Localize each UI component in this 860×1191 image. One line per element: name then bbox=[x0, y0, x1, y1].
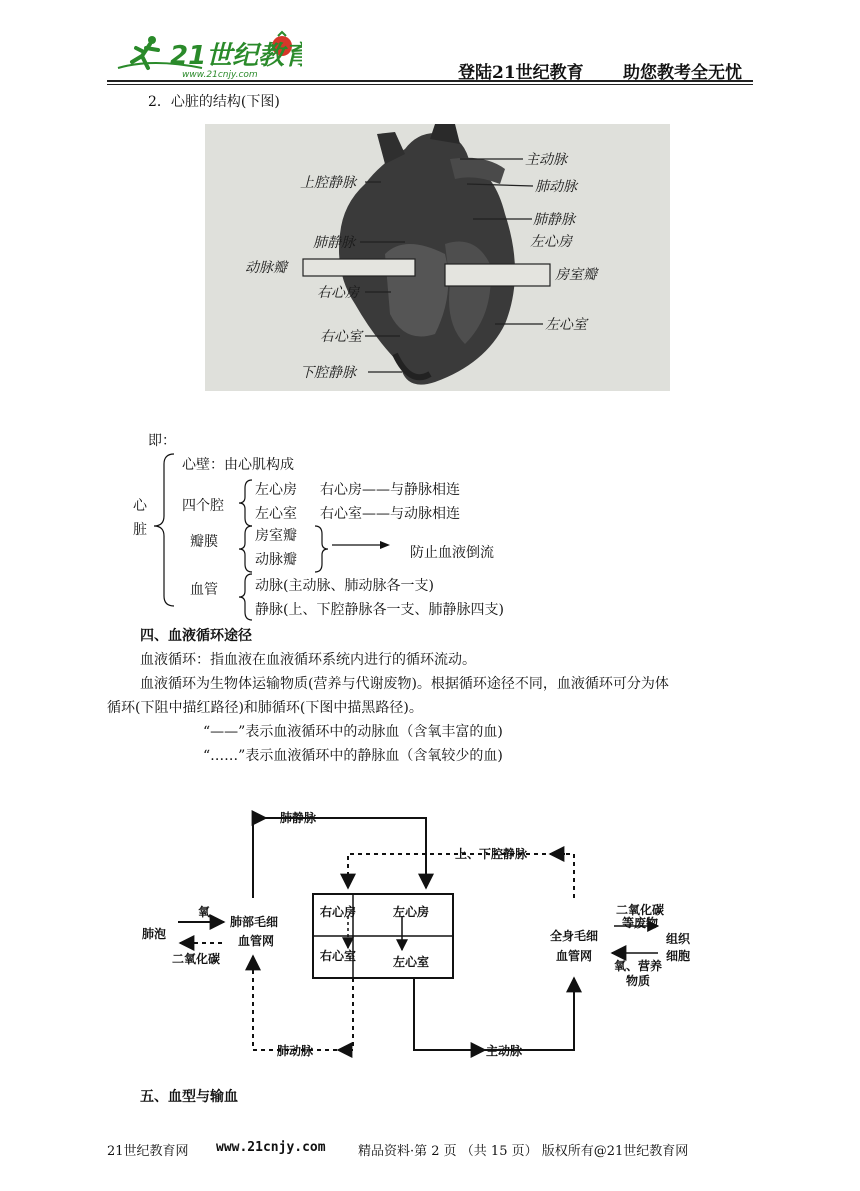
diag-right-ventricle: 右心室 bbox=[320, 949, 357, 963]
outline-valves-brace-right bbox=[312, 524, 332, 574]
circulation-paragraph-2-line-1: 血液循环为生物体运输物质(营养与代谢废物)。根据循环途径不同，血液循环可分为体 bbox=[140, 676, 669, 692]
footer-site: 21世纪教育网 bbox=[107, 1144, 189, 1159]
diag-left-ventricle: 左心室 bbox=[393, 955, 430, 969]
header-slogan-left: 登陆21世纪教育 bbox=[458, 63, 584, 83]
heart-structure-heading: 2．心脏的结构(下图) bbox=[148, 94, 280, 110]
diag-co2-waste-2: 等废物 bbox=[622, 916, 659, 930]
diag-lung-capillary-1: 肺部毛细 bbox=[230, 915, 279, 929]
outline-intro: 即： bbox=[148, 433, 176, 449]
outline-vessels-brace bbox=[236, 572, 256, 622]
diag-body-capillary-2: 血管网 bbox=[556, 949, 593, 963]
site-logo[interactable] bbox=[112, 28, 302, 80]
circulation-paragraph-2-line-2: 循环(下阻中描红路径)和肺循环(下图中描黑路径)。 bbox=[107, 700, 423, 716]
diag-body-capillary-1: 全身毛细 bbox=[550, 929, 599, 943]
outline-vessel-vein: 静脉(上、下腔静脉各一支、肺静脉四支) bbox=[255, 602, 504, 618]
circulation-heading: 四、血液循环途径 bbox=[140, 628, 252, 644]
header-rule-thin bbox=[107, 84, 753, 85]
logo-graphic bbox=[112, 28, 302, 80]
diag-alveoli: 肺泡 bbox=[142, 927, 167, 941]
heart-structure-figure bbox=[205, 124, 670, 391]
outline-chambers-label: 四个腔 bbox=[182, 498, 224, 514]
heart-illustration bbox=[205, 124, 670, 391]
outline-root-1: 心 bbox=[133, 498, 147, 514]
label-arterial-valve: 动脉瓣 bbox=[245, 260, 287, 276]
diag-pulmonary-vein: 肺静脉 bbox=[280, 811, 317, 825]
outline-valve-av: 房室瓣 bbox=[255, 528, 297, 544]
outline-chambers-brace bbox=[236, 478, 256, 528]
logo-text: 21世纪教育 bbox=[170, 41, 302, 71]
legend-venous: “……”表示血液循环中的静脉血（含氧较少的血) bbox=[203, 748, 503, 764]
outline-vessels-label: 血管 bbox=[190, 582, 218, 598]
circulation-paragraph-1: 血液循环：指血液在血液循环系统内进行的循环流动。 bbox=[140, 652, 476, 668]
header-slogan-right: 助您教考全无忧 bbox=[623, 63, 742, 83]
outline-valves-arrow bbox=[330, 539, 392, 551]
diag-right-atrium: 右心房 bbox=[320, 905, 357, 919]
diag-aorta: 主动脉 bbox=[486, 1044, 523, 1058]
outline-root-2: 脏 bbox=[133, 522, 147, 538]
label-inferior-vena-cava: 下腔静脉 bbox=[300, 365, 356, 381]
legend-arterial: “——”表示血液循环中的动脉血（含氧丰富的血) bbox=[203, 724, 503, 740]
blood-type-heading: 五、血型与输血 bbox=[140, 1089, 238, 1105]
outline-chamber-left-ventricle: 左心室 bbox=[255, 506, 297, 522]
label-aorta: 主动脉 bbox=[525, 152, 567, 168]
footer-url[interactable]: www.21cnjy.com bbox=[216, 1140, 326, 1155]
header-rule bbox=[107, 80, 753, 82]
diag-pulmonary-artery: 肺动脉 bbox=[277, 1044, 314, 1058]
diag-nutrients-2: 物质 bbox=[626, 974, 651, 988]
outline-wall: 心壁：由心肌构成 bbox=[182, 457, 294, 473]
diag-tissue-1: 组织 bbox=[666, 932, 691, 946]
outline-valves-note: 防止血液倒流 bbox=[410, 545, 494, 561]
diag-left-atrium: 左心房 bbox=[393, 905, 430, 919]
logo-url: www.21cnjy.com bbox=[182, 70, 258, 80]
outline-valves-label: 瓣膜 bbox=[190, 534, 218, 550]
label-pulmonary-vein-left: 肺静脉 bbox=[313, 235, 355, 251]
diag-tissue-2: 细胞 bbox=[666, 949, 691, 963]
outline-valves-brace-left bbox=[236, 524, 256, 574]
diag-vena-cava: 上、下腔静脉 bbox=[455, 847, 528, 861]
label-atrioventricular-valve: 房室瓣 bbox=[555, 267, 597, 283]
label-pulmonary-artery: 肺动脉 bbox=[535, 179, 577, 195]
diag-oxygen: 氧 bbox=[198, 905, 211, 919]
outline-valve-arterial: 动脉瓣 bbox=[255, 552, 297, 568]
label-pulmonary-vein: 肺静脉 bbox=[533, 212, 575, 228]
footer-text: 精品资料·第 2 页 （共 15 页） 版权所有@21世纪教育网 bbox=[358, 1144, 689, 1159]
outline-chamber-left-atrium: 左心房 bbox=[255, 482, 297, 498]
diag-nutrients-1: 氧、营养 bbox=[614, 959, 663, 973]
outline-chamber-note-1: 右心房——与静脉相连 bbox=[320, 482, 460, 498]
label-left-ventricle: 左心室 bbox=[545, 317, 587, 333]
outline-main-brace bbox=[150, 450, 180, 610]
outline-chamber-note-2: 右心室——与动脉相连 bbox=[320, 506, 460, 522]
diag-co2-left: 二氧化碳 bbox=[172, 952, 221, 966]
circulation-diagram-svg bbox=[140, 788, 700, 1070]
diag-co2-waste-1: 二氧化碳 bbox=[616, 903, 665, 917]
label-right-ventricle: 右心室 bbox=[320, 329, 362, 345]
label-left-atrium: 左心房 bbox=[530, 234, 572, 250]
outline-vessel-artery: 动脉(主动脉、肺动脉各一支) bbox=[255, 578, 434, 594]
diag-lung-capillary-2: 血管网 bbox=[238, 934, 275, 948]
label-right-atrium: 右心房 bbox=[317, 285, 359, 301]
circulation-diagram bbox=[140, 788, 700, 1070]
label-superior-vena-cava: 上腔静脉 bbox=[300, 175, 356, 191]
